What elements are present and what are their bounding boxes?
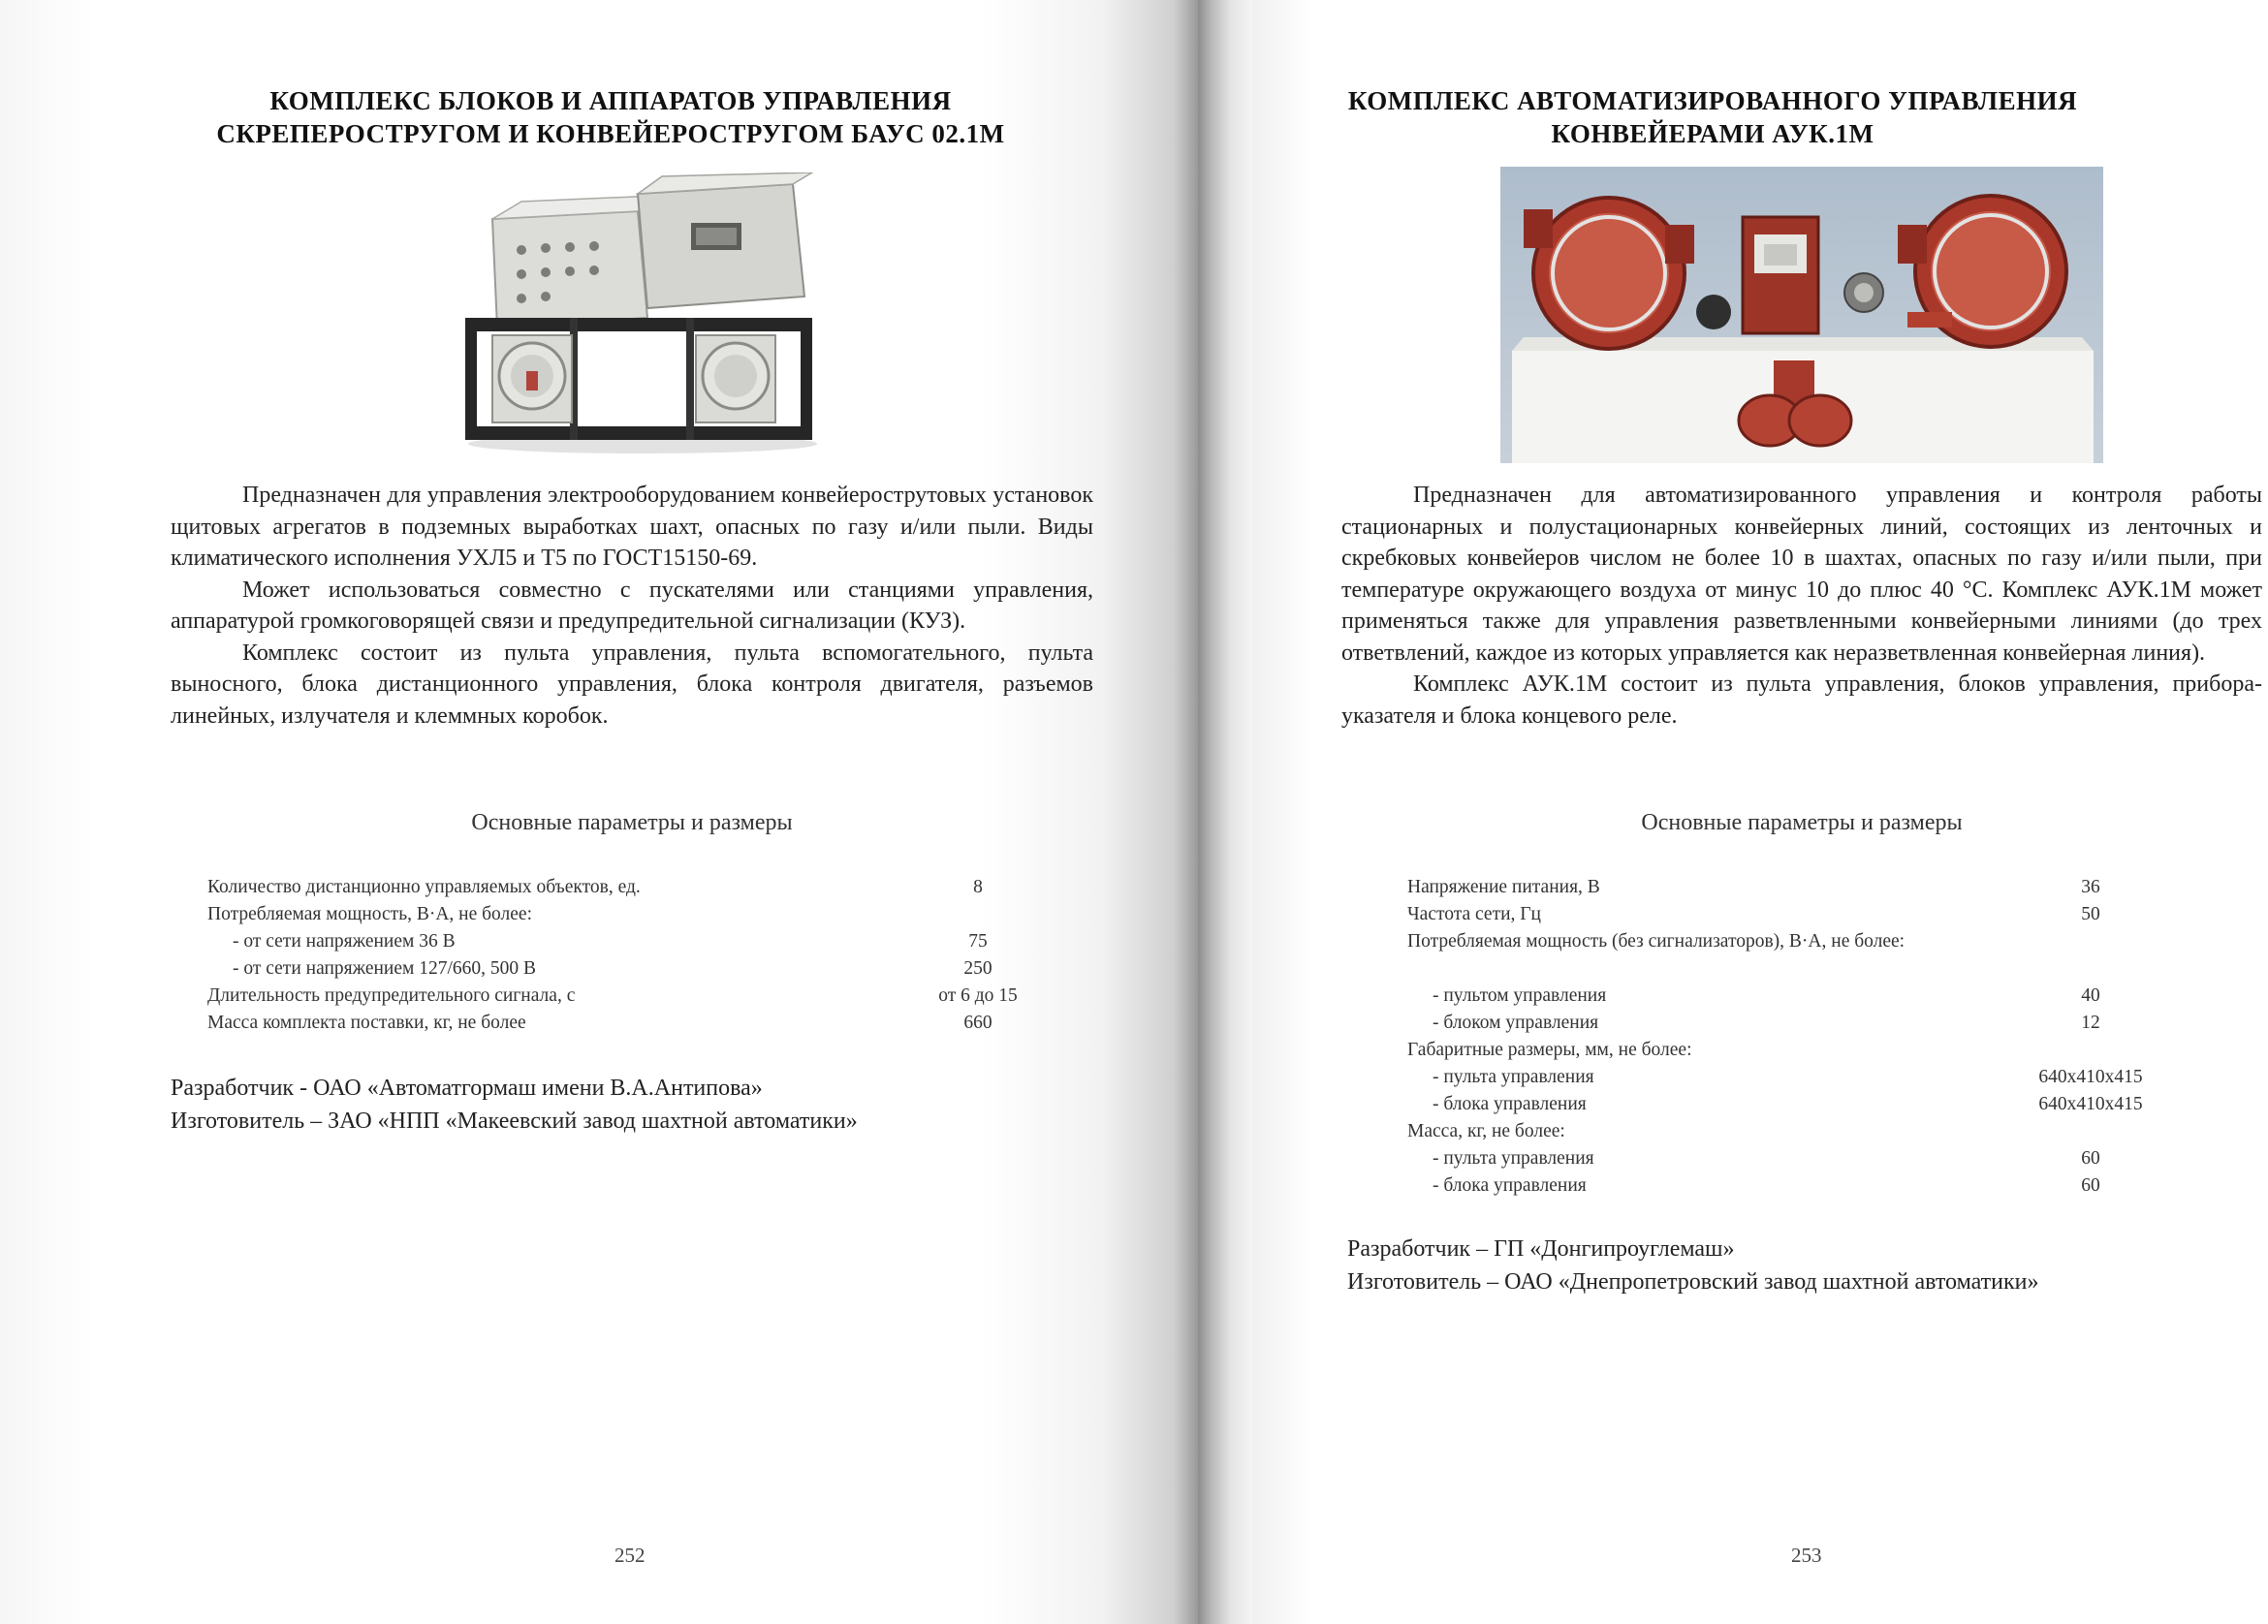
left-paragraph-3: Комплекс состоит из пульта управления, пульта вспомогательного, пульта выносного, блока дистанционного управления, блока контроля двигателя, разъемов линейных, излучателя и клеммных коробок.	[171, 640, 1093, 729]
param-label: Напряжение питания, В	[1407, 877, 1600, 897]
param-label: - блока управления	[1433, 1175, 1587, 1196]
left-title-line2: СКРЕПЕРОСТРУГОМ И КОНВЕЙЕРОСТРУГОМ БАУС 02.1М	[216, 119, 1005, 148]
param-label: - пультом управления	[1433, 985, 1607, 1006]
param-row	[207, 983, 1099, 1010]
param-row	[207, 955, 1099, 983]
param-label: Масса, кг, не более:	[1407, 1121, 1565, 1141]
right-description	[1341, 480, 2262, 732]
param-label: - от сети напряжением 36 В	[233, 931, 456, 952]
param-value: 60	[2081, 1148, 2100, 1169]
param-value: 250	[963, 958, 992, 979]
param-row	[207, 928, 1099, 955]
right-params-table	[1407, 874, 2241, 1200]
left-developer: Разработчик - ОАО «Автоматгормаш имени В.А.Антипова»	[171, 1076, 763, 1101]
param-value: 640x410x415	[2038, 1067, 2143, 1087]
param-row	[1407, 1064, 2241, 1091]
param-row	[1407, 1010, 2241, 1037]
param-row	[1407, 901, 2241, 928]
param-label: - пульта управления	[1433, 1067, 1594, 1087]
right-paragraph-2: Комплекс АУК.1М состоит из пульта управления, блоков управления, прибора-указателя и блока концевого реле.	[1341, 671, 2262, 729]
auk-equipment-photo	[1500, 167, 2103, 463]
param-label: - от сети напряжением 127/660, 500 В	[233, 958, 537, 979]
param-row	[207, 1010, 1099, 1037]
param-row	[207, 901, 1099, 928]
param-value: 60	[2081, 1175, 2100, 1196]
param-value: 50	[2081, 904, 2100, 924]
param-value: 36	[2081, 877, 2100, 897]
right-page	[1252, 0, 2268, 1624]
left-credits	[171, 1072, 858, 1138]
param-label: - блока управления	[1433, 1094, 1587, 1114]
param-value: 12	[2081, 1013, 2100, 1033]
left-params-table	[207, 874, 1099, 1037]
param-label: Потребляемая мощность (без сигнализаторов), В·А, не более:	[1407, 931, 1906, 952]
left-page-title	[204, 84, 1018, 150]
right-credits	[1347, 1233, 2038, 1298]
param-row	[1407, 874, 2241, 901]
right-title-line1: КОМПЛЕКС АВТОМАТИЗИРОВАННОГО УПРАВЛЕНИЯ	[1347, 86, 2078, 115]
param-row	[1407, 1091, 2241, 1118]
baus-equipment-photo	[454, 172, 832, 455]
param-value: 640x410x415	[2038, 1094, 2143, 1114]
param-row	[1407, 928, 2241, 983]
param-label: Масса комплекта поставки, кг, не более	[207, 1013, 526, 1033]
param-value: 8	[973, 877, 983, 897]
right-page-title	[1339, 84, 2086, 150]
left-paragraph-1: Предназначен для управления электрооборудованием конвейерострутовых установок щитовых агрегатов в подземных выработках шахт, опасных по газу и/или пыли. Виды климатического исполнения УХЛ5 и Т5 по ГОСТ15150-69.	[171, 483, 1093, 571]
param-row	[207, 874, 1099, 901]
param-value: 40	[2081, 985, 2100, 1006]
param-label: Длительность предупредительного сигнала, с	[207, 985, 576, 1006]
right-section-heading: Основные параметры и размеры	[1641, 810, 1963, 835]
param-label: Потребляемая мощность, В·А, не более:	[207, 904, 533, 924]
left-page-number: 252	[614, 1544, 646, 1567]
book-gutter	[1198, 0, 1252, 1624]
param-label: Количество дистанционно управляемых объектов, ед.	[207, 877, 641, 897]
param-value: от 6 до 15	[938, 985, 1018, 1006]
left-paragraph-2: Может использоваться совместно с пускателями или станциями управления, аппаратурой громкоговорящей связи и предупредительной сигнализации (КУЗ).	[171, 577, 1093, 634]
param-label: Частота сети, Гц	[1407, 904, 1541, 924]
param-row	[1407, 1118, 2241, 1145]
right-manufacturer: Изготовитель – ОАО «Днепропетровский завод шахтной автоматики»	[1347, 1269, 2039, 1295]
left-manufacturer: Изготовитель – ЗАО «НПП «Макеевский завод шахтной автоматики»	[171, 1109, 858, 1134]
right-developer: Разработчик – ГП «Донгипроуглемаш»	[1347, 1236, 1735, 1262]
param-row	[1407, 1172, 2241, 1200]
left-section-heading: Основные параметры и размеры	[471, 810, 793, 835]
param-label: Габаритные размеры, мм, не более:	[1407, 1040, 1692, 1060]
param-row	[1407, 1037, 2241, 1064]
right-title-line2: КОНВЕЙЕРАМИ АУК.1М	[1551, 119, 1874, 148]
param-label: - пульта управления	[1433, 1148, 1594, 1169]
param-value: 75	[968, 931, 988, 952]
right-paragraph-1: Предназначен для автоматизированного управления и контроля работы стационарных и полустационарных конвейерных линий, состоящих из ленточных и скребковых конвейеров числом не более 10 в шахтах, опасных по газу и/или пыли, при температуре окружающего воздуха от минус 10 до плюс 40 °С. Комплекс АУК.1М может применяться также для управления разветвленными конвейерными линиями (до трех ответвлений, каждое из которых управляется как неразветвленная конвейерная линия).	[1341, 483, 2262, 666]
left-title-line1: КОМПЛЕКС БЛОКОВ И АППАРАТОВ УПРАВЛЕНИЯ	[269, 86, 952, 115]
right-page-number: 253	[1791, 1544, 1822, 1567]
param-row	[1407, 1145, 2241, 1172]
param-value: 660	[963, 1013, 992, 1033]
left-description	[171, 480, 1093, 732]
param-row	[1407, 983, 2241, 1010]
param-label: - блоком управления	[1433, 1013, 1599, 1033]
